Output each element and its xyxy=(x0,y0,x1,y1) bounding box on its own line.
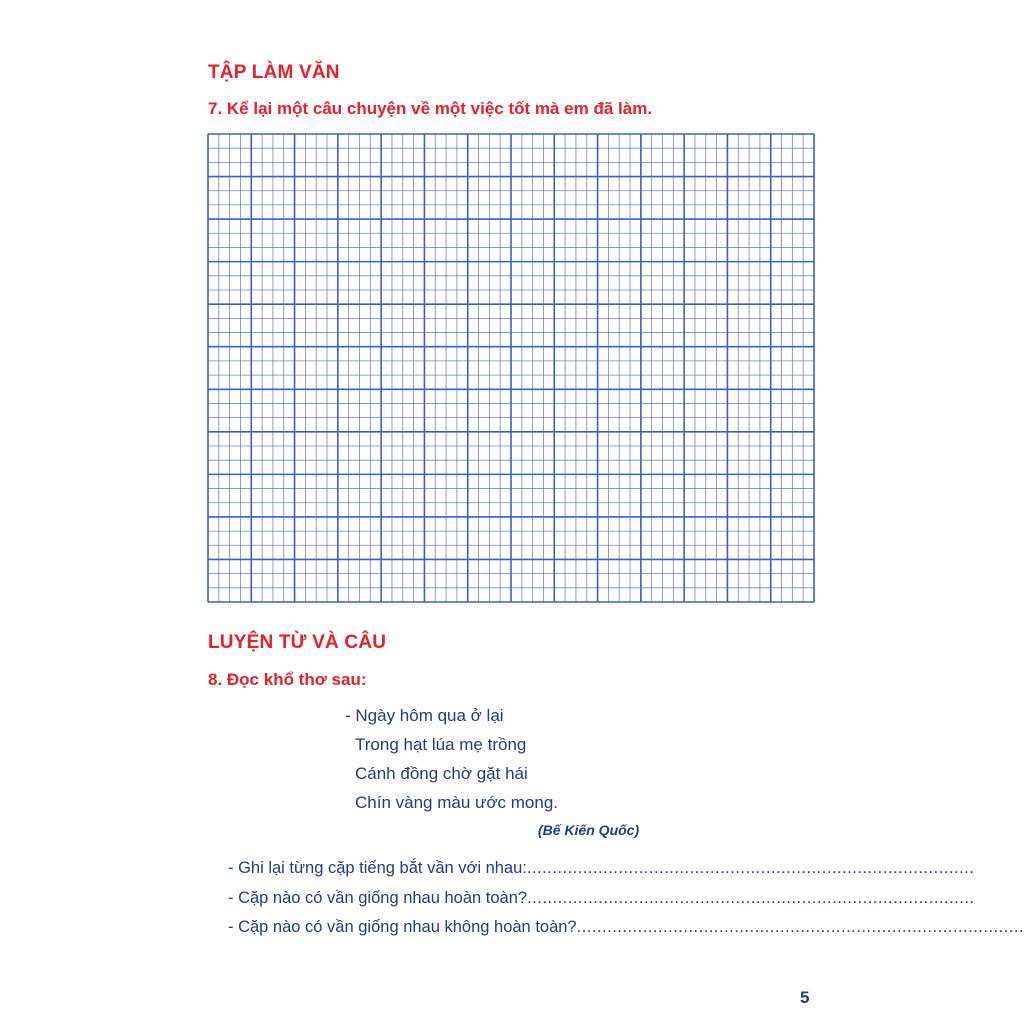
writing-grid[interactable] xyxy=(208,134,814,602)
poem-line-4: Chín vàng màu ước mong. xyxy=(355,793,559,812)
question-2 xyxy=(228,889,975,908)
poem-line-1: - Ngày hôm qua ở lại xyxy=(345,706,504,725)
page-number: 5 xyxy=(800,988,810,1007)
question-1 xyxy=(228,859,975,878)
section-heading-tap-lam-van: TẬP LÀM VĂN xyxy=(208,62,340,83)
question-3 xyxy=(228,918,1024,937)
section-heading-luyen-tu-va-cau: LUYỆN TỪ VÀ CÂU xyxy=(208,632,387,653)
question-1-answer-line[interactable]: ........................................................................................ xyxy=(526,859,975,877)
poem-line-3: Cánh đồng chờ gặt hái xyxy=(355,764,528,783)
poem-author: (Bế Kiến Quốc) xyxy=(538,822,640,838)
question-3-answer-line[interactable]: ........................................................................................ xyxy=(576,918,1024,936)
exercise-7-prompt: 7. Kể lại một câu chuyện về một việc tốt mà em đã làm. xyxy=(208,99,653,118)
poem-line-2: Trong hạt lúa mẹ trồng xyxy=(355,735,527,754)
exercise-8-prompt: 8. Đọc khổ thơ sau: xyxy=(208,670,367,689)
question-3-text: - Cặp nào có vần giống nhau không hoàn toàn? xyxy=(228,918,577,936)
question-2-answer-line[interactable]: ........................................................................................ xyxy=(527,889,975,907)
question-1-text: - Ghi lại từng cặp tiếng bắt vần với nhau: xyxy=(228,859,527,877)
question-2-text: - Cặp nào có vần giống nhau hoàn toàn? xyxy=(228,889,528,907)
